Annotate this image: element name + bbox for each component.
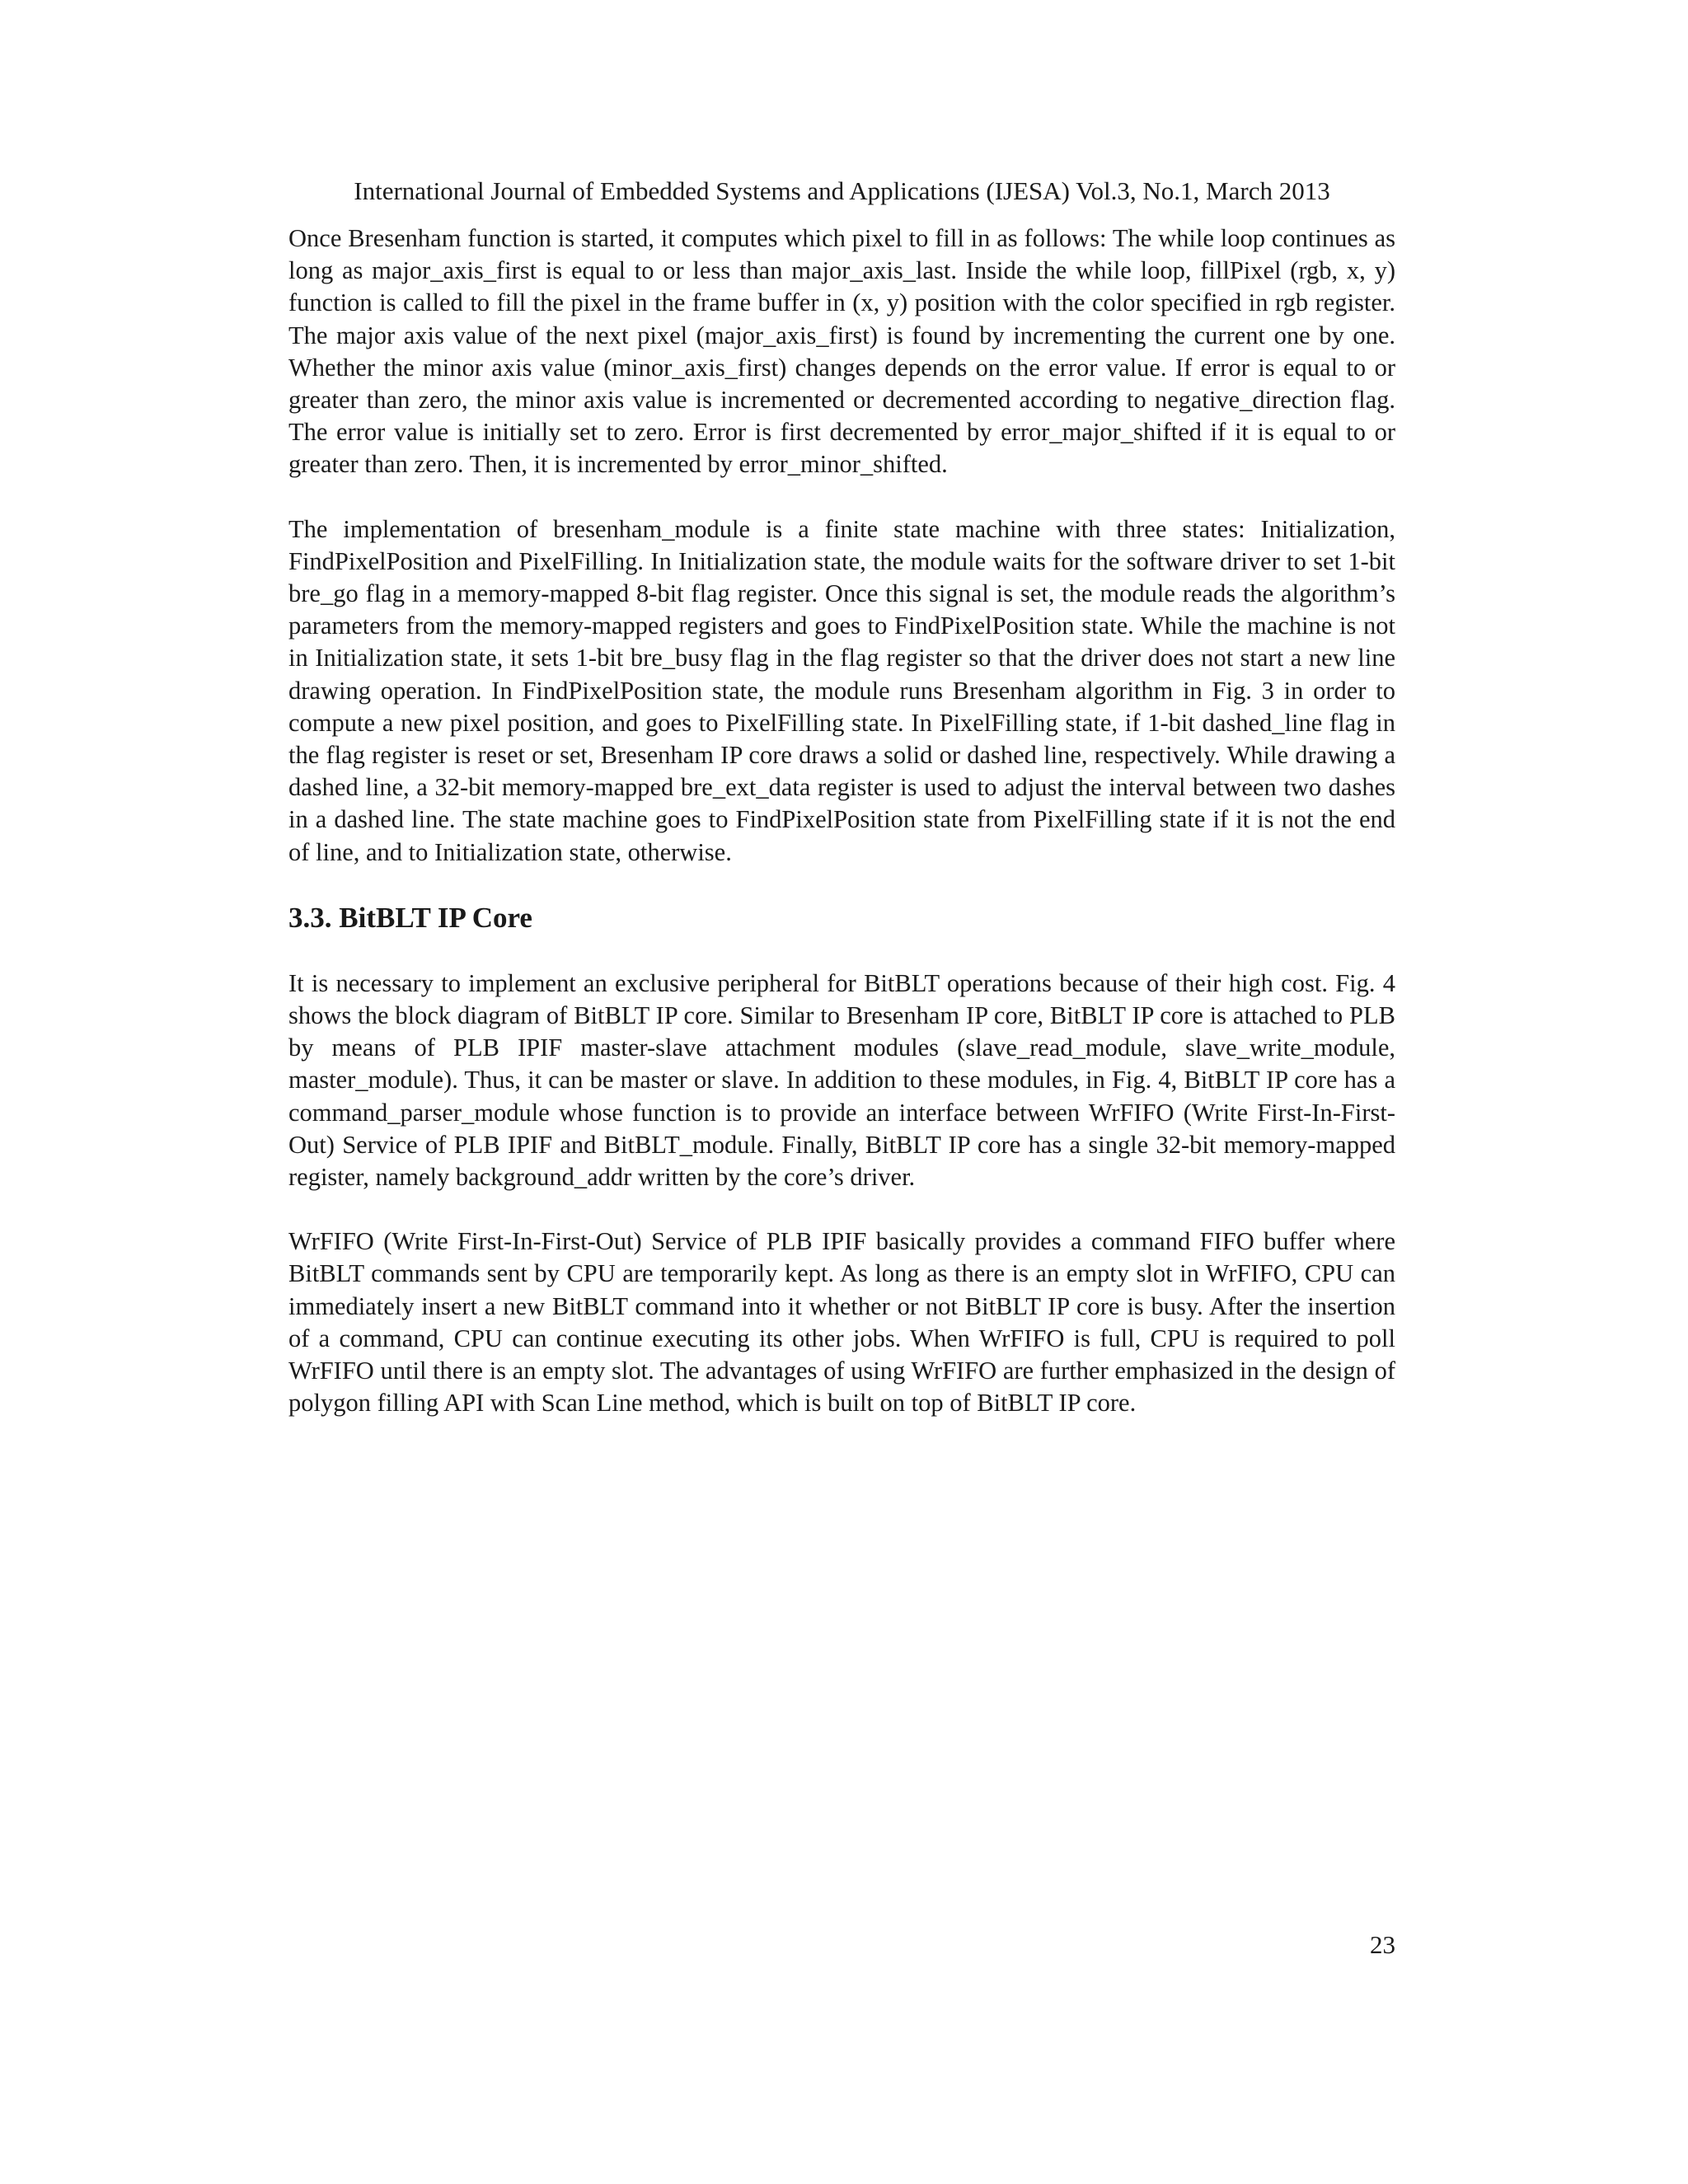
page-number: 23 xyxy=(1370,1930,1395,1959)
running-header: International Journal of Embedded Systems and Applications (IJESA) Vol.3, No.1, March 2013 xyxy=(354,176,1330,205)
body-content xyxy=(288,223,1395,1420)
section-heading: 3.3. BitBLT IP Core xyxy=(288,901,532,934)
paragraph-bresenham-function: Once Bresenham function is started, it computes which pixel to fill in as follows: The while loop continues as long as major_axis_first is equal to or less than major_axis_last. Inside the while loop, fillPixel (rgb, x, y) function is called to fill the pixel in the frame buffer in (x, y) position with the color specified in rgb register. The major axis value of the next pixel (major_axis_first) is found by incrementing the current one by one. Whether the minor axis value (minor_axis_first) changes depends on the error value. If error is equal to or greater than zero, the minor axis value is incremented or decremented according to negative_direction flag. The error value is initially set to zero. Error is first decremented by error_major_shifted if it is equal to or greater than zero. Then, it is incremented by error_minor_shifted. xyxy=(288,224,1395,479)
paragraph-wrfifo: WrFIFO (Write First-In-First-Out) Service of PLB IPIF basically provides a command FIFO buffer where BitBLT commands sent by CPU are temporarily kept. As long as there is an empty slot in WrFIFO, CPU can immediately insert a new BitBLT command into it whether or not BitBLT IP core is busy. After the insertion of a command, CPU can continue executing its other jobs. When WrFIFO is full, CPU is required to poll WrFIFO until there is an empty slot. The advantages of using WrFIFO are further emphasized in the design of polygon filling API with Scan Line method, which is built on top of BitBLT IP core. xyxy=(288,1227,1395,1418)
paragraph-bitblt-core: It is necessary to implement an exclusive peripheral for BitBLT operations because of their high cost. Fig. 4 shows the block diagram of BitBLT IP core. Similar to Bresenham IP core, BitBLT IP core is attached to PLB by means of PLB IPIF master-slave attachment modules (slave_read_module, slave_write_module, master_module). Thus, it can be master or slave. In addition to these modules, in Fig. 4, BitBLT IP core has a command_parser_module whose function is to provide an interface between WrFIFO (Write First-In-First-Out) Service of PLB IPIF and BitBLT_module. Finally, BitBLT IP core has a single 32-bit memory-mapped register, namely background_addr written by the core’s driver. xyxy=(288,968,1395,1192)
paragraph-bresenham-module: The implementation of bresenham_module is a finite state machine with three states: Initialization, FindPixelPosition and PixelFilling. In Initialization state, the module waits for the software driver to set 1-bit bre_go flag in a memory-mapped 8-bit flag register. Once this signal is set, the module reads the algorithm’s parameters from the memory-mapped registers and goes to FindPixelPosition state. While the machine is not in Initialization state, it sets 1-bit bre_busy flag in the flag register so that the driver does not start a new line drawing operation. In FindPixelPosition state, the module runs Bresenham algorithm in Fig. 3 in order to compute a new pixel position, and goes to PixelFilling state. In PixelFilling state, if 1-bit dashed_line flag in the flag register is reset or set, Bresenham IP core draws a solid or dashed line, respectively. While drawing a dashed line, a 32-bit memory-mapped bre_ext_data register is used to adjust the interval between two dashes in a dashed line. The state machine goes to FindPixelPosition state from PixelFilling state if it is not the end of line, and to Initialization state, otherwise. xyxy=(288,514,1395,866)
